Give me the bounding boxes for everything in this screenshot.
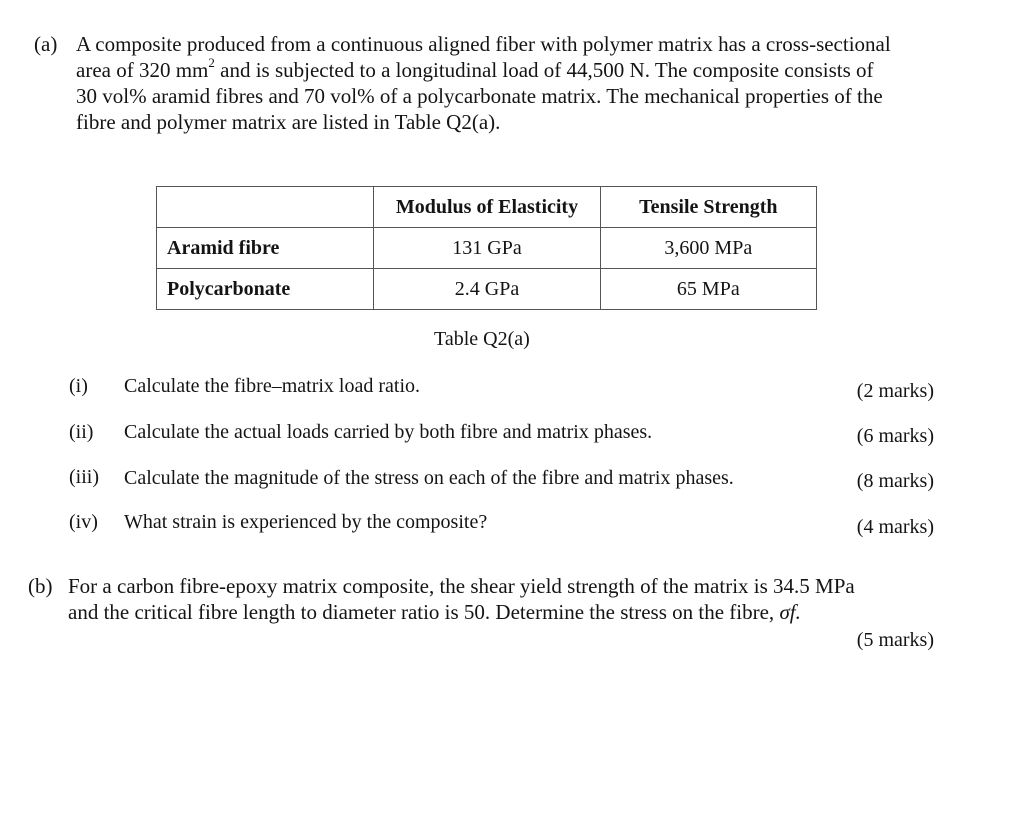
question-text-i: Calculate the fibre–matrix load ratio. <box>124 375 420 397</box>
properties-table <box>156 186 817 310</box>
row-polycarbonate-strength: 65 MPa <box>600 269 816 310</box>
question-number-iii: (iii) <box>69 466 99 488</box>
part-a-line-2-rest: and is subjected to a longitudinal load of 44,500 N. The composite consists of <box>220 58 874 82</box>
part-b-paragraph <box>68 573 940 625</box>
sigma-f-symbol: σf. <box>779 600 801 624</box>
part-a-line-1: A composite produced from a continuous aligned fiber with polymer matrix has a cross-sectional <box>76 32 891 56</box>
question-text-iv: What strain is experienced by the composite? <box>124 511 488 533</box>
question-marks-i: (2 marks) <box>856 380 934 402</box>
question-marks-iii: (8 marks) <box>856 470 934 492</box>
part-a-paragraph <box>76 31 944 135</box>
question-text-iii: Calculate the magnitude of the stress on each of the fibre and matrix phases. <box>124 467 734 489</box>
question-text-ii: Calculate the actual loads carried by both fibre and matrix phases. <box>124 421 653 443</box>
header-strength: Tensile Strength <box>600 187 816 228</box>
table-header-empty <box>157 187 374 228</box>
part-a-line-4: fibre and polymer matrix are listed in Table Q2(a). <box>76 110 501 134</box>
table-header-row <box>157 187 817 228</box>
part-b-line-2 <box>68 599 940 625</box>
row-polycarbonate-modulus: 2.4 GPa <box>374 269 600 310</box>
part-a-label: (a) <box>34 32 58 56</box>
table-row <box>157 228 817 269</box>
area-text: area of 320 mm <box>76 58 209 82</box>
part-b-line-2-text: and the critical fibre length to diameter ratio is 50. Determine the stress on the fibre, <box>68 600 775 624</box>
question-number-i: (i) <box>69 375 88 397</box>
part-b-line-1: For a carbon fibre-epoxy matrix composite, the shear yield strength of the matrix is 34.5 MPa <box>68 574 855 598</box>
row-aramid-modulus: 131 GPa <box>374 228 600 269</box>
part-a-line-3: 30 vol% aramid fibres and 70 vol% of a polycarbonate matrix. The mechanical properties of the <box>76 84 883 108</box>
question-marks-iv: (4 marks) <box>856 516 934 538</box>
question-number-iv: (iv) <box>69 511 98 533</box>
question-marks-ii: (6 marks) <box>856 425 934 447</box>
part-b-label: (b) <box>28 574 53 598</box>
part-b-marks: (5 marks) <box>856 629 934 651</box>
area-exponent: 2 <box>208 55 215 70</box>
header-modulus: Modulus of Elasticity <box>374 187 600 228</box>
row-polycarbonate-material: Polycarbonate <box>157 269 374 310</box>
table-caption: Table Q2(a) <box>434 328 530 350</box>
table-row <box>157 269 817 310</box>
question-number-ii: (ii) <box>69 421 94 443</box>
row-aramid-strength: 3,600 MPa <box>600 228 816 269</box>
part-a-line-2 <box>76 57 944 83</box>
row-aramid-material: Aramid fibre <box>157 228 374 269</box>
